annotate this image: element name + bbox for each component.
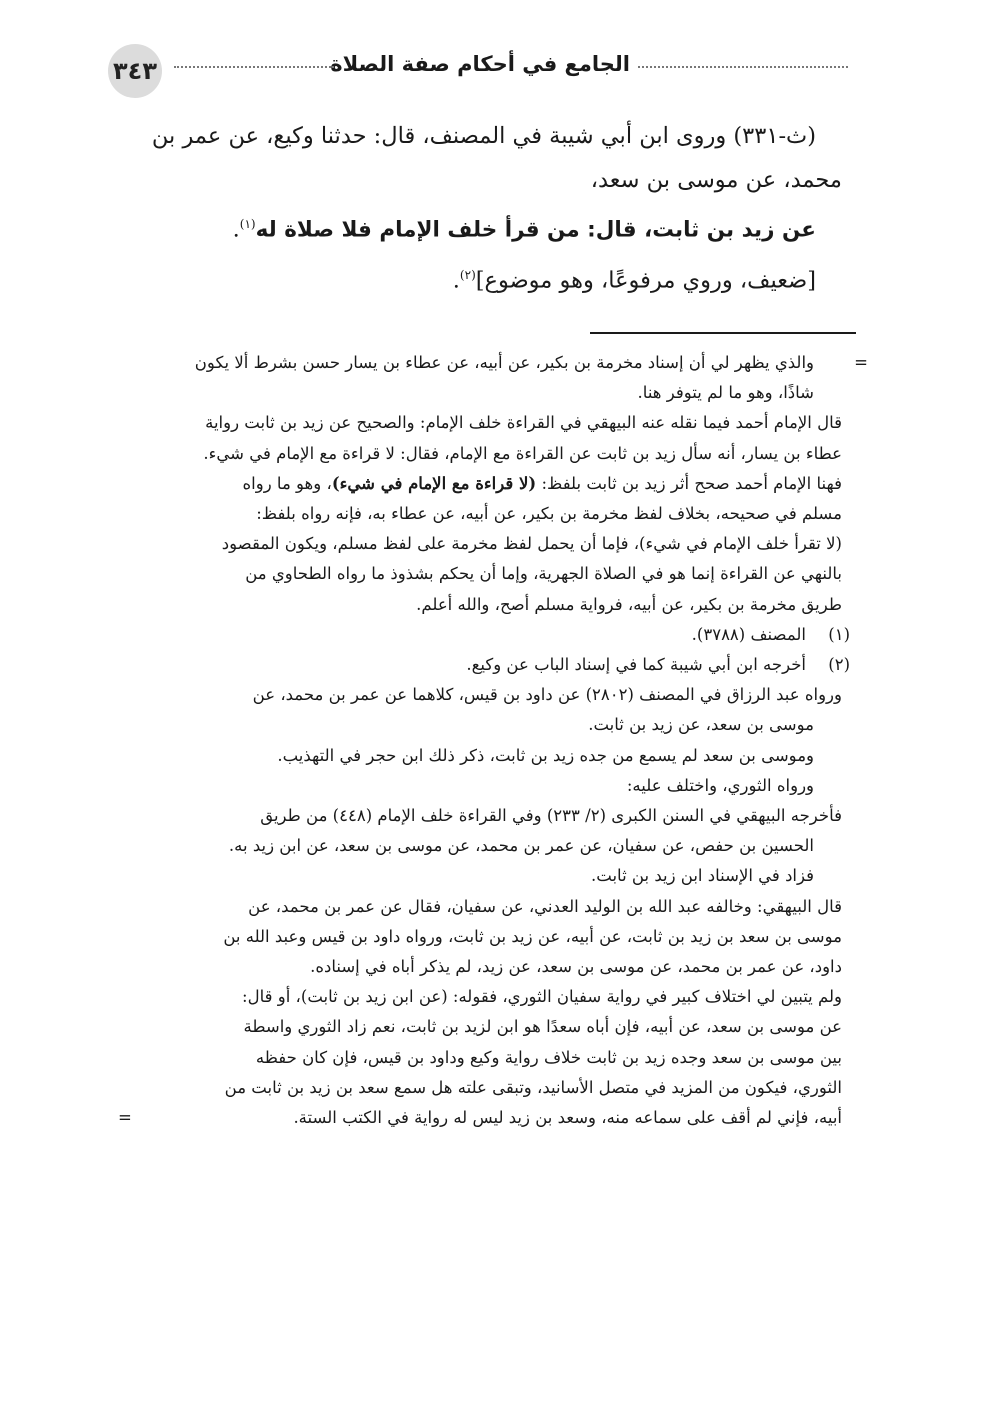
- footnote-line: قال البيهقي: وخالفه عبد الله بن الوليد العدني، عن سفيان، فقال عن عمر بن محمد، عن: [248, 896, 842, 916]
- footnote-line: عطاء بن يسار، أنه سأل زيد بن ثابت عن القراءة مع الإمام، فقال: لا قراءة مع الإمام في شيء.: [203, 443, 842, 463]
- footnote-line: (لا تقرأ خلف الإمام في شيء)، فإما أن يحمل لفظ مخرمة على لفظ مسلم، ويكون المقصود: [221, 534, 842, 554]
- footnote-text: أبيه، فإني لم أقف على سماعه منه، وسعد بن زيد ليس له رواية في الكتب الستة.: [293, 1108, 842, 1128]
- narration-line-2: محمد، عن موسى بن سعد،: [590, 167, 842, 193]
- footnote-line: بين موسى بن سعد وجده زيد بن ثابت خلاف رواية وكيع وداود بن قيس، فإن كان حفظه: [255, 1047, 842, 1067]
- footnote-line: قال الإمام أحمد فيما نقله عنه البيهقي في القراءة خلف الإمام: والصحيح عن زيد بن ثابت رواية: [205, 413, 842, 433]
- footnote-line: [112, 1103, 842, 1133]
- header-dots-left: [174, 66, 334, 68]
- footnote-line: الحسين بن حفص، عن سفيان، عن عمر بن محمد، عن موسى بن سعد، عن ابن زيد به.: [228, 836, 814, 856]
- footnote-text: والذي يظهر لي أن إسناد مخرمة بن بكير، عن أبيه، عن عطاء بن يسار حسن بشرط ألا يكون: [194, 353, 814, 372]
- footnote-line: موسى بن سعد، عن زيد بن ثابت.: [588, 715, 814, 735]
- footnote-line: [112, 469, 842, 499]
- hadith-grade: [ضعيف، وروي مرفوعًا، وهو موضوع]: [475, 267, 816, 293]
- footnote-ref-2[interactable]: (٢): [459, 267, 476, 282]
- footnote-line: ورواه الثوري، واختلف عليه:: [626, 775, 814, 795]
- footnote-separator: [590, 332, 856, 334]
- hadith-statement: عن زيد بن ثابت، قال: من قرأ خلف الإمام فلا صلاة له: [255, 217, 816, 243]
- footnote-1: [112, 620, 850, 650]
- book-title: الجامع في أحكام صفة الصلاة: [330, 52, 630, 76]
- footnote-line: شاذًا، وهو ما لم يتوفر هنا.: [637, 383, 814, 403]
- continuation-mark-start: =: [854, 353, 868, 372]
- footnote-2-text: أخرجه ابن أبي شيبة كما في إسناد الباب عن وكيع.: [466, 655, 806, 675]
- narration-line-1: (ث-٣٣١) وروى ابن أبي شيبة في المصنف، قال: حدثنا وكيع، عن عمر بن: [151, 123, 816, 149]
- footnotes: [112, 348, 868, 1133]
- footnote-line: مسلم في صحيحه، بخلاف لفظ مخرمة بن بكير، عن أبيه، عن عطاء به، فإنه رواه بلفظ:: [256, 504, 842, 524]
- footnote-line: داود، عن عمر بن محمد، عن موسى بن سعد، عن زيد، لم يذكر أباه في إسناده.: [310, 957, 842, 977]
- footnote-2: [112, 650, 850, 680]
- footnote-line: الثوري، فيكون من المزيد في متصل الأسانيد، وتبقى علته هل سمع سعد بن زيد بن ثابت من: [224, 1077, 842, 1097]
- grade-text: [112, 253, 842, 303]
- footnote-line: [112, 348, 868, 378]
- footnote-line: عن موسى بن سعد، عن أبيه، فإن أباه سعدًا هو ابن لزيد بن ثابت، نعم زاد الثوري واسطة: [243, 1017, 842, 1037]
- footnote-ref-1[interactable]: (١): [239, 217, 256, 231]
- hadith-end: .: [232, 216, 240, 243]
- page-header: [108, 44, 848, 98]
- footnote-line: وموسى بن سعد لم يسمع من جده زيد بن ثابت، ذكر ذلك ابن حجر في التهذيب.: [277, 745, 814, 765]
- footnote-line: طريق مخرمة بن بكير، عن أبيه، فرواية مسلم أصح، والله أعلم.: [416, 594, 842, 614]
- footnote-1-number: (١): [828, 624, 850, 644]
- continuation-mark-end: =: [118, 1108, 132, 1128]
- header-dots-right: [638, 66, 848, 68]
- footnote-bold-quote: (لا قراءة مع الإمام في شيء): [331, 473, 537, 493]
- main-text: [112, 114, 842, 302]
- page-number: ٣٤٣: [108, 44, 162, 98]
- footnote-text: فهنا الإمام أحمد صحح أثر زيد بن ثابت بلفظ:: [541, 473, 842, 493]
- footnote-line: موسى بن سعد بن زيد بن ثابت، عن أبيه، عن زيد بن ثابت، ورواه داود بن قيس وعبد الله بن: [223, 926, 842, 946]
- hadith-text: [112, 202, 842, 253]
- footnote-line: فأخرجه البيهقي في السنن الكبرى (٢/ ٢٣٣) وفي القراءة خلف الإمام (٤٤٨) من طريق: [260, 806, 842, 826]
- footnote-1-text: المصنف (٣٧٨٨).: [691, 624, 806, 644]
- footnote-line: فزاد في الإسناد ابن زيد بن ثابت.: [591, 866, 814, 886]
- footnote-line: ولم يتبين لي اختلاف كبير في رواية سفيان الثوري، فقوله: (عن ابن زيد بن ثابت)، أو قال:: [242, 987, 842, 1007]
- footnote-line: بالنهي عن القراءة إنما هو في الصلاة الجهرية، وإما أن يحكم بشذوذ ما رواه الطحاوي من: [245, 564, 842, 584]
- footnote-2-number: (٢): [828, 655, 850, 675]
- footnote-text: ، وهو ما رواه: [242, 473, 332, 493]
- grade-end: .: [452, 267, 460, 293]
- footnote-line: ورواه عبد الرزاق في المصنف (٢٨٠٢) عن داود بن قيس، كلاهما عن عمر بن محمد، عن: [252, 685, 842, 705]
